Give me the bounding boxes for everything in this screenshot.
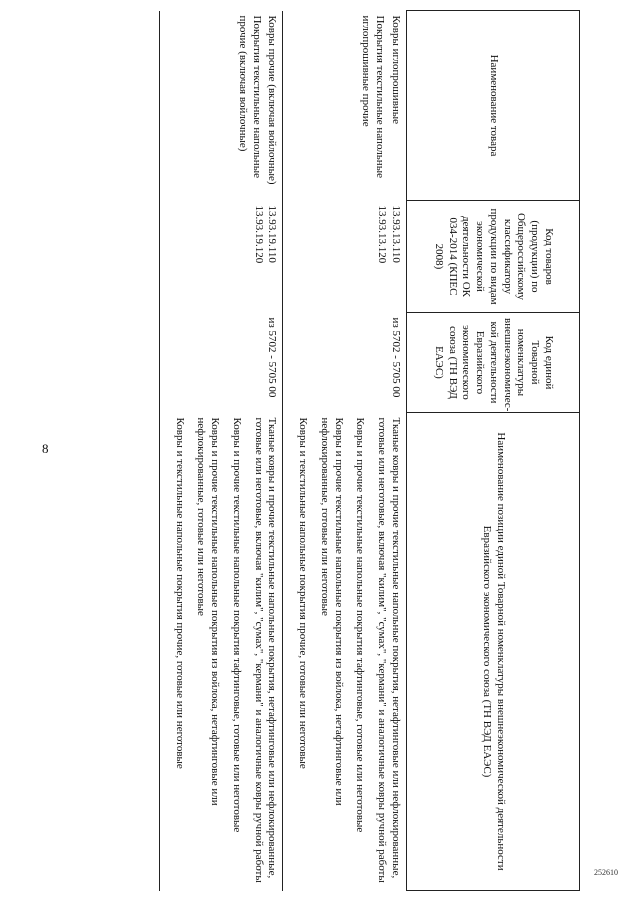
- header-okpd-code: Код товаров (продукции) по Общероссийскому классификатору продукции по видам экономической деятельности ОК 034-2014 (КПЕС 2008): [407, 201, 580, 313]
- okpd-code: 13.93.13.120: [376, 205, 389, 264]
- tnved-description: Ковры и прочие текстильные напольные покрытия тафтинговые, готовые или неготовые: [354, 417, 367, 833]
- tnved-description: Ковры и текстильные напольные покрытия прочие, готовые или неготовые: [297, 417, 310, 769]
- tnved-description: Тканые ковры и прочие текстильные напольные покрытия, нетафтинговые или нефлокированные, готовые или неготовые, включая "килим", "сумах", "кермани" и аналогичные ковры ручной работы: [252, 417, 279, 883]
- tnved-description: Ковры и прочие текстильные напольные покрытия из войлока, нетафтинговые или нефлокированные, готовые или неготовые: [319, 417, 345, 806]
- goods-classification-table: [159, 10, 580, 891]
- page-number: 8: [42, 441, 49, 456]
- tnved-code-cell: [283, 313, 407, 413]
- table-row: [283, 11, 407, 891]
- document-id: 252610: [594, 868, 618, 877]
- rotated-table-container: [60, 10, 580, 890]
- okpd-code-cell: [160, 201, 284, 313]
- table-row: [160, 11, 284, 891]
- tnved-code-cell: [160, 313, 284, 413]
- product-name: Ковры прочие (включая войлочные): [266, 15, 279, 185]
- header-tnved-description: Наименование позиции единой Товарной номенклатуры внешнеэкономической деятельности Евразийского экономического союза (ТН ВЭД ЕАЭС): [407, 413, 580, 891]
- header-tnved-code: Код единой Товарной номенклатуры внешнеэкономичес-кой деятельности Евразийского экономического союза (ТН ВЭД ЕАЭС): [407, 313, 580, 413]
- tnved-code: из 5702 - 5705 00: [390, 317, 402, 398]
- okpd-code-cell: [283, 201, 407, 313]
- table-header-row: [407, 11, 580, 891]
- header-product-name: Наименование товара: [407, 11, 580, 201]
- tnved-description: Ковры и прочие текстильные напольные покрытия тафтинговые, готовые или неготовые: [231, 417, 243, 833]
- okpd-code: 13.93.19.110: [266, 205, 279, 263]
- tnved-description: Ковры и текстильные напольные покрытия прочие, готовые или неготовые: [173, 417, 186, 769]
- okpd-code: 13.93.13.110: [390, 205, 402, 263]
- tnved-description: Тканые ковры и прочие текстильные напольные покрытия, нетафтинговые или нефлокированные, готовые или неготовые, включая "килим", "сумах", "кермани" и аналогичные ковры ручной работы: [376, 417, 402, 883]
- tnved-code: из 5702 - 5705 00: [266, 317, 279, 398]
- tnved-description-cell: [160, 413, 284, 891]
- product-name: Ковры иглопрошивные: [390, 15, 402, 125]
- tnved-description-cell: [283, 413, 407, 891]
- product-name-cell: [160, 11, 284, 201]
- product-name-cell: [283, 11, 407, 201]
- product-name: Покрытия текстильные напольные прочие (включая войлочные): [237, 15, 263, 178]
- product-name: Покрытия текстильные напольные иглопрошивные прочие: [360, 15, 387, 178]
- tnved-description: Ковры и прочие текстильные напольные покрытия из войлока, нетафтинговые или нефлокированные, готовые или неготовые: [195, 417, 222, 806]
- okpd-code: 13.93.19.120: [252, 205, 265, 264]
